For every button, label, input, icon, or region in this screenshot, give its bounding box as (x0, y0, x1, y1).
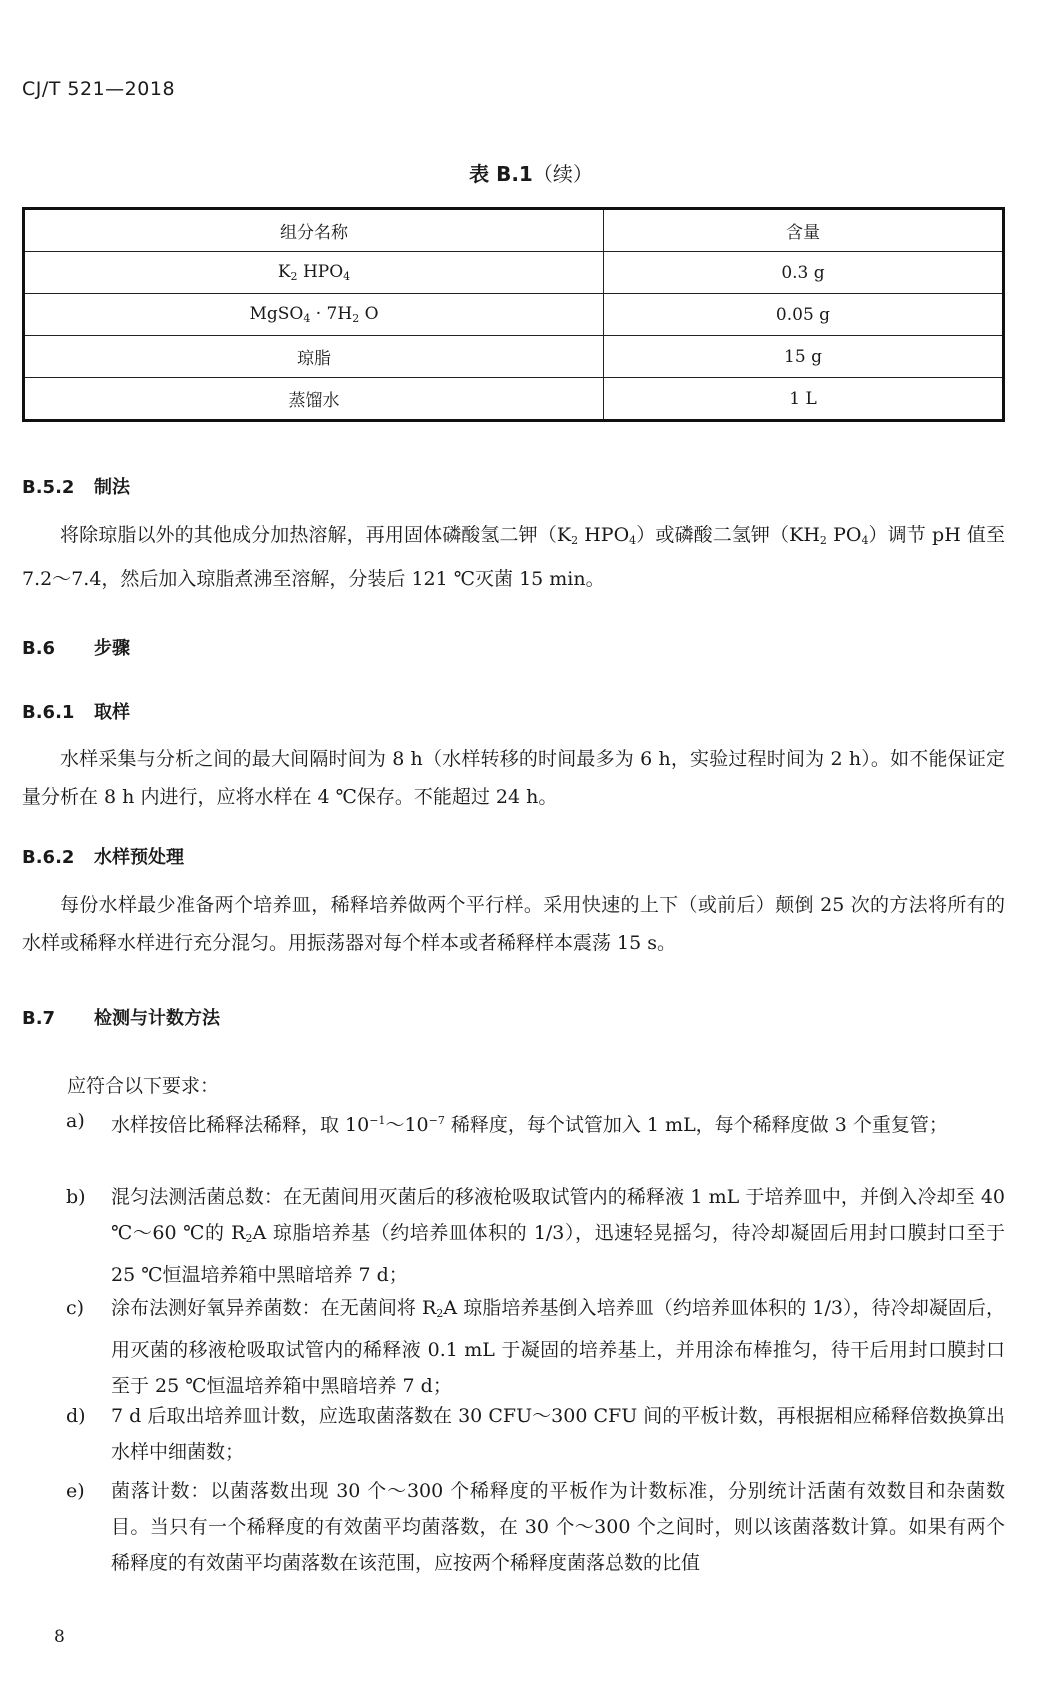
section-heading-b7 (22, 1004, 220, 1030)
table-caption-label: 表 B.1 (469, 162, 533, 186)
table-row (24, 336, 1004, 378)
list-item-label: c) (66, 1297, 85, 1319)
section-heading-b52 (22, 473, 130, 499)
list-item-label: e) (66, 1480, 85, 1502)
paragraph-b62: 每份水样最少准备两个培养皿，稀释培养做两个平行样。采用快速的上下（或前后）颠倒 25 次的方法将所有的水样或稀释水样进行充分混匀。用振荡器对每个样本或者稀释样本震荡 15 s。 (22, 894, 1005, 954)
list-item-label: d) (66, 1405, 86, 1427)
component-amount: 1 L (604, 378, 1004, 421)
table-row (24, 252, 1004, 294)
table-row (24, 378, 1004, 421)
paragraph-b61: 水样采集与分析之间的最大间隔时间为 8 h（水样转移的时间最多为 6 h，实验过程时间为 2 h）。如不能保证定量分析在 8 h 内进行，应将水样在 4 ℃保存。不能超过 24 h。 (22, 748, 1005, 808)
section-number: B.6 (22, 638, 56, 659)
section-heading-b62 (22, 843, 184, 869)
list-item-text: 7 d 后取出培养皿计数，应选取菌落数在 30 CFU～300 CFU 间的平板计数，再根据相应稀释倍数换算出水样中细菌数； (111, 1405, 1005, 1463)
list-item-text: 水样按倍比稀释法稀释，取 $10^{-1}\sim 10^{-7}$ 稀释度，每个试管加入 1 mL，每个稀释度做 3 个重复管； (111, 1114, 948, 1136)
section-title: 检测与计数方法 (94, 1008, 220, 1029)
header-content: 含量 (604, 209, 1004, 252)
section-number: B.6.2 (22, 847, 75, 868)
table-caption (0, 158, 1062, 187)
list-item-text: 混匀法测活菌总数：在无菌间用灭菌后的移液枪吸取试管内的稀释液 1 mL 于培养皿中，并倒入冷却至 40 ℃～60 ℃的 $R_2A$ 琼脂培养基（约培养皿体积的 1/3），迅速轻晃摇匀，待冷却凝固后用封口膜封口至于 25 ℃恒温培养箱中黑暗培养 7 d； (111, 1186, 1005, 1286)
component-name: 蒸馏水 (24, 378, 604, 421)
table-row (24, 294, 1004, 336)
page-number: 8 (54, 1627, 65, 1647)
section-title: 步骤 (94, 638, 130, 659)
component-name: MgSO$_4$ · $7H_2$ O (24, 294, 604, 336)
component-name: 琼脂 (24, 336, 604, 378)
section-number: B.6.1 (22, 702, 75, 723)
section-title: 水样预处理 (94, 847, 184, 868)
header-component-name: 组分名称 (24, 209, 604, 252)
section-heading-b61 (22, 698, 130, 724)
list-item-label: b) (66, 1186, 86, 1208)
section-title: 制法 (94, 477, 130, 498)
section-number: B.7 (22, 1008, 56, 1029)
table-caption-continued: （续） (532, 162, 593, 186)
section-heading-b6 (22, 634, 130, 660)
paragraph-b52: 将除琼脂以外的其他成分加热溶解，再用固体磷酸氢二钾（$K_2$ $HPO_4$）或磷酸二氢钾（$KH_2$ $PO_4$）调节 pH 值至 7.2～7.4，然后加入琼脂煮沸至溶解，分装后 121 ℃灭菌 15 min。 (22, 524, 1006, 590)
list-item-label: a) (66, 1110, 85, 1132)
component-name: $K_2$ $HPO_4$ (24, 252, 604, 294)
requirements-intro: 应符合以下要求： (67, 1075, 220, 1097)
standard-code: CJ/T 521—2018 (22, 78, 176, 100)
table-header-row (24, 209, 1004, 252)
section-title: 取样 (94, 702, 130, 723)
component-amount: 15 g (604, 336, 1004, 378)
component-amount: 0.3 g (604, 252, 1004, 294)
list-item-text: 涂布法测好氧异养菌数：在无菌间将 $R_2A$ 琼脂培养基倒入培养皿（约培养皿体积的 1/3），待冷却凝固后，用灭菌的移液枪吸取试管内的稀释液 0.1 mL 于凝固的培养基上，并用涂布棒推匀，待干后用封口膜封口至于 25 ℃恒温培养箱中黑暗培养 7 d； (111, 1297, 1005, 1397)
composition-table (22, 207, 1005, 422)
section-number: B.5.2 (22, 477, 75, 498)
component-amount: 0.05 g (604, 294, 1004, 336)
list-item-text: 菌落计数：以菌落数出现 30 个～300 个稀释度的平板作为计数标准，分别统计活菌有效数目和杂菌数目。当只有一个稀释度的有效菌平均菌落数，在 30 个～300 个之间时，则以该菌落数计算。如果有两个稀释度的有效菌平均菌落数在该范围，应按两个稀释度菌落总数的比值 (111, 1480, 1005, 1574)
